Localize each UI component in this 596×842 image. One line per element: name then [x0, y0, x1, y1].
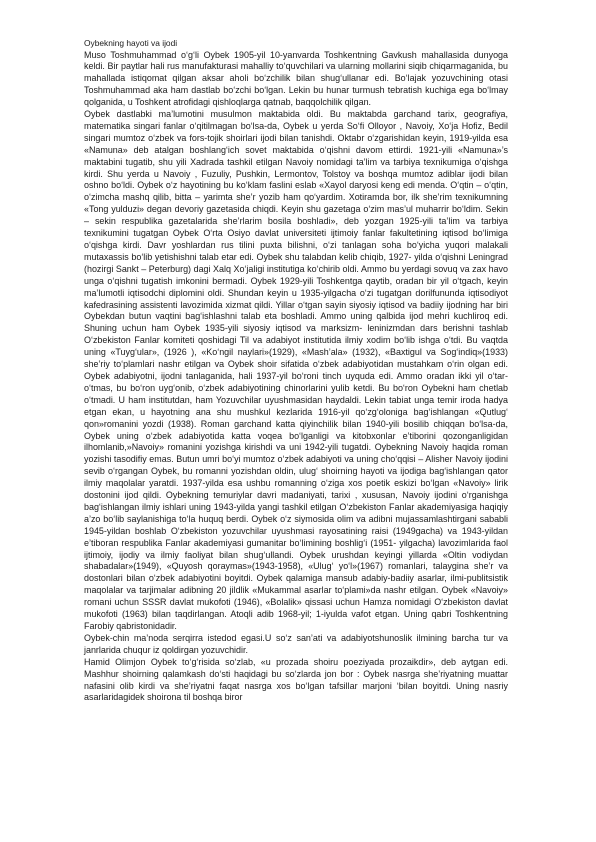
document-page [84, 38, 508, 704]
document-title: Oybekning hayoti va ijodi [84, 38, 178, 48]
paragraph-2: Oybek dastlabki ma’lumotini musulmon maktabida oldi. Bu maktabda garchand tarix, geografiya, matematika singari fanlar o‘qitilmagan bo‘lsa-da, Oybek u yerda So‘fi Olloyor , Navoiy, Xo‘ja Hofiz, Bedil singari mumtoz o‘zbek va fors-tojik shoirlari ijodi bilan tanishdi. Oktabr o‘zgarishidan keyin, 1919-yilda esa «Namuna» deb atalgan boshlang‘ich sovet maktabida o‘qishni davom ettirdi. 1921-yili «Namuna»’s maktabini tugatib, shu yili Xadrada tashkil etilgan Navoiy nomidagi ta’lim va tarbiya texnikumiga o‘qishga kirdi. Shu yerda u Navoiy , Fuzuliy, Pushkin, Lermontov, Tolstoy va boshqa mumtoz adiblar ijodi bilan oshno bo‘ldi. Oybek o‘z hayotining bu ko‘klam faslini eslab «Xayol daryosi keng edi menda. O‘qtin – o‘qtin, o‘zimcha mashq qilib, bitta – yarimta she’r yozib ham qo‘yardim. Xotiramda bor, ilk she’rim texnikumning «Tong yulduzi» degan devoriy gazetasida chiqdi. Keyin shu gazetaga o‘zim mas’ul muharrir bo‘ldim. Sekin – sekin respublika gazetalarida she’rlarim bosila boshladi», deb yozgan 1925-yili ta’lim va tarbiya texnikumini tugatgan Oybek O‘rta Osiyo davlat universiteti ijtimoiy fanlar fakultetining iqtisod bo‘limiga o‘qishga kirdi. Davr yoshlardan rus tilini puxta bilishni, o‘zi tanlagan soha bo‘yicha yuqori malakali mutaxassis bo‘lib yetishishni talab etar edi. Oybek shu talabdan kelib chiqib, 1927- yilda o‘qishni Leningrad (hozirgi Sankt – Peterburg) dagi Xalq Xo‘jaligi institutiga ko‘chirib oldi. Ammo bu yerdagi sovuq va zax havo unga o‘qishni tugatish imkonini bermadi. Oybek 1929-yili Toshkentga qaytib, oradan bir yil o‘tgach, keyin ma’lumotli iqtisodchi diplomini oldi. Shundan keyin u 1935-yilgacha o‘zi tugatgan dorilfununda iqtisodiyot kafedrasining assistenti lavozimida xizmat qildi. Yillar o‘tgan sayin siyosiy iqtisod va badiiy ijodning har biri Oybekdan butun vaqtini bag‘ishlashni talab eta boshladi. Ammo uning qalbida ijod mehri kuchliroq edi. Shuning uchun ham Oybek 1935-yili siyosiy iqtisod va marksizm- leninizmdan dars berishni tashlab O‘zbekiston Fanlar komiteti qoshidagi Til va adabiyot institutida ilmiy xodim bo‘lib ishga o‘tdi. Bu vaqtda uning «Tuyg‘ular», (1926 ), «Ko‘ngil naylari»(1929), «Mash’ala» (1932), «Baxtigul va Sog‘indiq»(1933) she’riy to‘plamlari nashr etilgan va Oybek shoir sifatida o‘zbek adabiyotidan mustahkam o‘rin olgan edi. Oybek adabiyotni, ijodni tanlaganida, hali 1937-yil bo‘roni tinch uyquda edi. Ammo oradan ikki yil o‘tar-o‘tmas, bu bo‘ron uyg‘onib, o‘zbek adabiyotining chinorlarini yulib ketdi. Bu bo‘ron Oybekni ham chetlab o‘tmadi. U ham institutdan, ham Yozuvchilar uyushmasidan haydaldi. Lekin tabiat unga temir iroda hadya etgan ekan, u hayotning ana shu mushkul kezlarida 1916-yil qo‘zg‘oloniga bag‘ishlangan «Qutlug‘ qon»romanini yozdi (1938). Roman garchand katta qiyinchilik bilan 1940-yili bosilib chiqqan bo‘lsa-da, Oybek uning o‘zbek adabiyotida katta voqea bo‘lganligi va kitobxonlar e’tiborini qozonganligidan ilhomlanib,»Navoiy» romanini yozishga kirishdi va uni 1942-yili tugatdi. Oybekning Navoiy haqida roman yozishi tasodifiy emas. Butun umri bo‘yi mumtoz o‘zbek adabiyoti va uning cho‘qqisi – Alisher Navoiy ijodini sevib o‘rgangan Oybek, bu romanni yozishdan oldin, ulug‘ shoirning hayoti va ijodiga bag‘ishlangan qator ilmiy maqolalar yaratdi. 1937-yilda esa ushbu romanning o‘ziga xos poetik eskizi bo‘lgan «Navoiy» lirik dostonini ijod qildi. Oybekning temuriylar davri madaniyati, tarixi , xususan, Navoiy ijodini o‘rganishga bag‘ishlangan ilmiy ishlari uning 1943-yilda yangi tashkil etilgan O‘zbekiston Fanlar akademiyasiga haqiqiy a’zo bo‘lib saylanishiga to‘la huquq berdi. Oybek o‘z siymosida olim va adibni mujassamlashtirgani sababli 1945-yildan boshlab O‘zbekiston yozuvchilar uyushmasi rayosatining raisi (1949gacha) va 1943-yildan e’tiboran respublika Fanlar akademiyasi gumanitar bo‘limining boshlig‘i (1951- yilgacha) lavozimlarida faol ijtimoiy, ijodiy va ilmiy faoliyat bilan shug‘ullandi. Oybek urushdan keyingi yillarda «Oltin vodiydan shabadalar»(1949), «Quyosh qoraymas»(1943-1958), «Ulug‘ yo‘l»(1967) romanlari, talaygina she’r va dostonlari bilan o‘zbek adabiyotini boyitdi. Oybek qalamiga mansub adabiy-badiiy asarlar, ilmi-publitsistik maqolalar va tarjimalar adibning 20 jildlik «Mukammal asarlar to‘plami»da nashr etilgan. Oybek «Navoiy» romani uchun SSSR davlat mukofoti (1946), «Bolalik» qissasi uchun Hamza nomidagi O‘zbekiston davlat mukofoti (1963) bilan taqdirlangan. Atoqli adib 1968-yil; 1-iyulda vafot etgan. Uning qabri Toshkentning Farobiy qabristonidadir. [84, 109, 508, 631]
paragraph-3: Oybek-chin ma’noda serqirra istedod egasi.U so‘z san’ati va adabiyotshunoslik ilmining barcha tur va janrlarida chuqur iz qoldirgan yozuvchidir. [84, 632, 508, 655]
paragraph-4: Hamid Olimjon Oybek to‘g‘risida so‘zlab, «u prozada shoiru poeziyada prozaikdir», deb aytgan edi. Mashhur shoirning qalamkash do‘sti haqidagi bu so‘zlarda jon bor : Oybek nasrga she’riyatning muattar nafasini olib kirdi va she’riyatni faqat nasrga xos bo‘lgan tafsillar marjoni ‘bilan boyitdi. Uning nasriy asarlaridagidek shoirona til boshqa biror [84, 656, 508, 703]
paragraph-1: Muso Toshmuhammad o‘g‘li Oybek 1905-yil 10-yanvarda Toshkentning Gavkush mahallasida dunyoga keldi. Bir paytlar hali rus manufakturasi mahalliy to‘quvchilari va ularning mollarini siqib chiqarmaganida, bu mahallada istiqomat qilgan aksar aholi bo‘zchilik bilan shug‘ullanar edi. Bo‘lajak yozuvchining otasi Toshmuhammad aka ham dastlab bo‘zchi bo‘lgan. Lekin bu hunar turmush tebratish kuchiga ega bo‘lmay qolganida, u Toshkent atrofidagi qishloqlarga qatnab, baqqolchilik qilgan. [84, 49, 508, 108]
